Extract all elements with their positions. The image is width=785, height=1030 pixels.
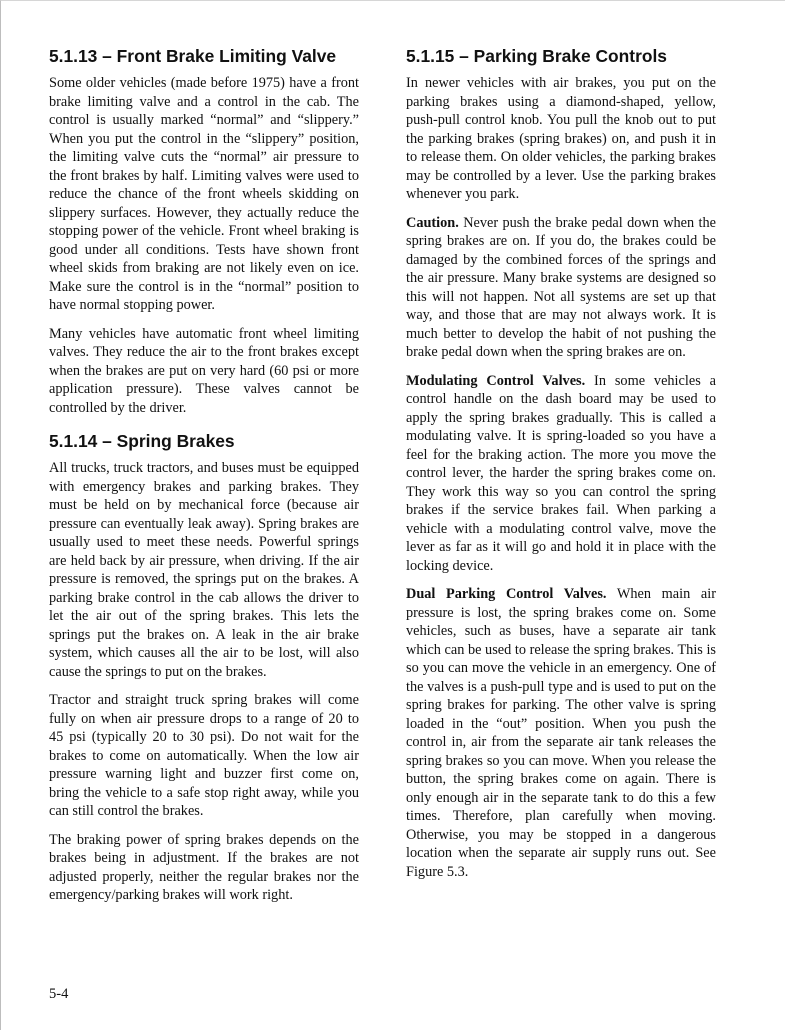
heading-parking-brake-controls: 5.1.15 – Parking Brake Controls [406, 46, 667, 66]
dual-text: When main air pressure is lost, the spring brakes come on. Some vehicles, such as buses, have a separate air tank which can be used to release the spring brakes. This is so you can move the vehicle in an emergency. One of the valves is a push-pull type and is used to put on the spring brakes for parking. The other valve is spring loaded in the “out” position. When you push the control in, air from the separate air tank releases the spring brakes so you can move. When you release the button, the spring brakes come on again. There is only enough air in the separate tank to do this a few times. Therefore, plan carefully when moving. Otherwise, you may be stopped in a dangerous location when the separate air supply runs out. See Figure 5.3. [406, 586, 716, 880]
paragraph-dual-parking-control-valves [406, 585, 716, 881]
paragraph-limiting-valve-control: Some older vehicles (made before 1975) have a front brake limiting valve and a control in the cab. The control is usually marked “normal” and “slippery.” When you put the control in the “slippery” position, the limiting valve cuts the “normal” air pressure to the front brakes by half. Limiting valves were used to reduce the chance of the front wheels skidding on slippery surfaces. However, they actually reduce the stopping power of the vehicle. Front wheel braking is good under all conditions. Tests have shown front wheel skids from braking are not likely even on ice. Make sure the control is in the “normal” position to have normal stopping power. [49, 75, 359, 313]
caution-lead: Caution. [406, 214, 459, 231]
modulating-text: In some vehicles a control handle on the dash board may be used to apply the spring brakes gradually. This is called a modulating valve. It is spring-loaded so you have a feel for the braking action. The more you move the control lever, the harder the spring brakes come on. They work this way so you can control the spring brakes if the service brakes fail. When parking a vehicle with a modulating control valve, move the lever as far as it will go and hold it in place with the locking device. [406, 372, 716, 574]
paragraph-automatic-limiting-valves: Many vehicles have automatic front wheel limiting valves. They reduce the air to the front brakes except when the brakes are put on very hard (60 psi or more application pressure). These valves cannot be controlled by the driver. [49, 325, 359, 416]
left-column [49, 46, 359, 915]
modulating-lead: Modulating Control Valves. [406, 372, 586, 389]
right-column [406, 46, 716, 891]
page-number: 5-4 [49, 986, 69, 1002]
paragraph-spring-brakes-adjustment: The braking power of spring brakes depends on the brakes being in adjustment. If the brakes are not adjusted properly, neither the regular brakes nor the emergency/parking brakes will work right. [49, 831, 359, 903]
heading-spring-brakes: 5.1.14 – Spring Brakes [49, 431, 235, 451]
paragraph-spring-brakes-equipment: All trucks, truck tractors, and buses must be equipped with emergency brakes and parking brakes. They must be held on by mechanical force (because air pressure can eventually leak away). Spring brakes are usually used to meet these needs. Powerful springs are held back by air pressure, when driving. If the air pressure is removed, the springs put on the brakes. A parking brake control in the cab allows the driver to let the air out of the spring brakes. This lets the springs put the brakes on. A leak in the air brake system, which causes all the air to be lost, will also cause the springs to put on the brakes. [49, 460, 359, 680]
caution-text: Never push the brake pedal down when the spring brakes are on. If you do, the brakes could be damaged by the combined forces of the springs and the air pressure. Many brake systems are designed so this will not happen. Not all systems are set up that way, and those that are may not always work. It is much better to develop the habit of not pushing the brake pedal down when the spring brakes are on. [406, 214, 716, 360]
dual-lead: Dual Parking Control Valves. [406, 586, 607, 602]
heading-front-brake-limiting-valve: 5.1.13 – Front Brake Limiting Valve [49, 46, 337, 66]
paragraph-parking-brake-intro: In newer vehicles with air brakes, you put on the parking brakes using a diamond-shaped, yellow, push-pull control knob. You pull the knob out to put the parking brakes (spring brakes) on, and push it in to release them. On older vehicles, the parking brakes may be controlled by a lever. Use the parking brakes whenever you park. [406, 75, 716, 202]
paragraph-modulating-control-valves [406, 372, 716, 576]
paragraph-spring-brakes-pressure: Tractor and straight truck spring brakes will come fully on when air pressure drops to a range of 20 to 45 psi (typically 20 to 30 psi). Do not wait for the brakes to come on automatically. When the low air pressure warning light and buzzer first come on, bring the vehicle to a safe stop right away, while you can still control the brakes. [49, 692, 359, 819]
paragraph-caution [406, 214, 716, 362]
